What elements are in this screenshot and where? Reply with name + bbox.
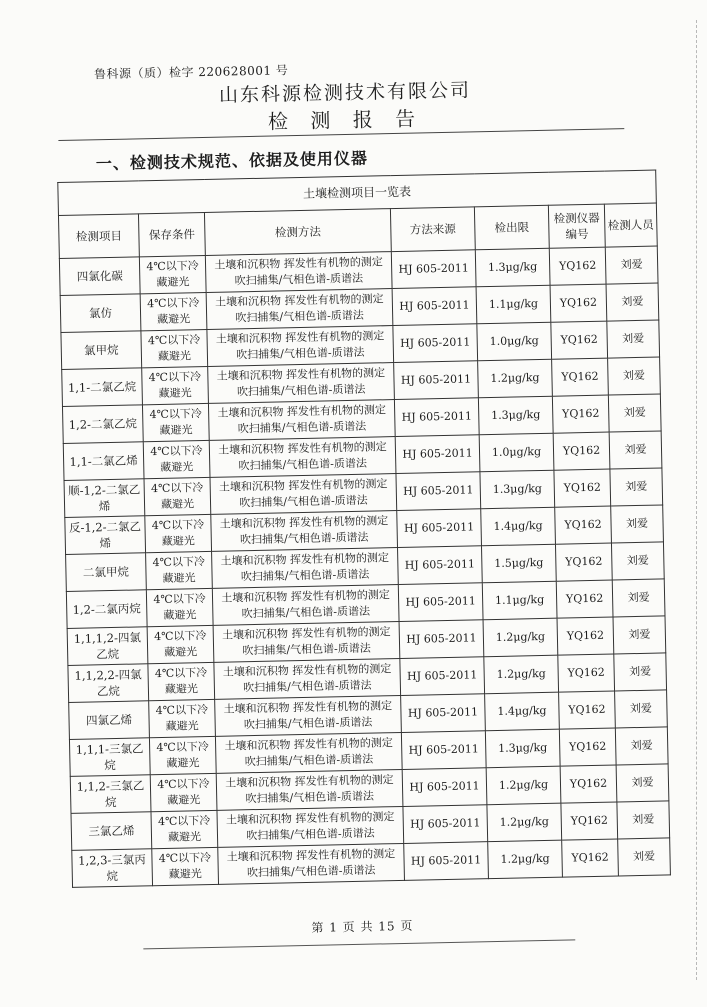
method-source-cell: HJ 605-2011: [398, 583, 483, 622]
storage-condition-cell: 4℃以下冷藏避光: [141, 329, 208, 367]
detection-limit-cell: 1.0μg/kg: [477, 322, 552, 361]
test-method-cell: 土壤和沉积物 挥发性有机物的测定 吹扫捕集/气相色谱-质谱法: [207, 326, 394, 367]
detection-limit-cell: 1.2μg/kg: [487, 803, 562, 842]
analyst-cell: 刘爱: [613, 616, 666, 654]
analyst-cell: 刘爱: [605, 246, 658, 284]
column-header-item: 检测项目: [58, 214, 139, 259]
page-number: 第 1 页 共 15 页: [311, 918, 414, 935]
column-header-instrument: 检测仪器编号: [548, 204, 605, 248]
method-source-cell: HJ 605-2011: [397, 509, 482, 548]
footer-divider: [143, 939, 575, 949]
storage-condition-cell: 4℃以下冷藏避光: [142, 403, 209, 441]
instrument-id-cell: YQ162: [558, 654, 615, 692]
method-source-cell: HJ 605-2011: [402, 768, 487, 807]
detection-limit-cell: 1.2μg/kg: [484, 655, 559, 694]
test-item-cell: 三氯乙烯: [71, 812, 152, 851]
column-header-analyst: 检测人员: [604, 203, 657, 247]
test-method-cell: 土壤和沉积物 挥发性有机物的测定 吹扫捕集/气相色谱-质谱法: [212, 585, 399, 626]
method-source-cell: HJ 605-2011: [400, 657, 485, 696]
instrument-id-cell: YQ162: [550, 284, 607, 322]
instrument-id-cell: YQ162: [562, 839, 619, 877]
method-source-cell: HJ 605-2011: [394, 398, 479, 437]
test-item-cell: 1,1-二氯乙烯: [63, 442, 144, 481]
analyst-cell: 刘爱: [618, 838, 671, 876]
method-source-cell: HJ 605-2011: [396, 472, 481, 511]
storage-condition-cell: 4℃以下冷藏避光: [152, 847, 219, 885]
storage-condition-cell: 4℃以下冷藏避光: [149, 699, 216, 737]
test-method-cell: 土壤和沉积物 挥发性有机物的测定 吹扫捕集/气相色谱-质谱法: [209, 437, 396, 478]
test-item-cell: 1,1,2-三氯乙烷: [70, 775, 151, 814]
storage-condition-cell: 4℃以下冷藏避光: [147, 625, 214, 663]
test-method-cell: 土壤和沉积物 挥发性有机物的测定 吹扫捕集/气相色谱-质谱法: [215, 695, 402, 736]
company-name: 山东科源检测技术有限公司: [218, 79, 472, 107]
method-source-cell: HJ 605-2011: [392, 287, 477, 326]
instrument-id-cell: YQ162: [553, 432, 610, 470]
analyst-cell: 刘爱: [607, 320, 660, 358]
detection-limit-cell: 1.2μg/kg: [483, 618, 558, 657]
instrument-id-cell: YQ162: [552, 358, 609, 396]
detection-limit-cell: 1.2μg/kg: [486, 766, 561, 805]
test-item-cell: 1,2-二氯乙烷: [62, 405, 143, 444]
instrument-id-cell: YQ162: [560, 765, 617, 803]
instrument-id-cell: YQ162: [552, 395, 609, 433]
report-number: 鲁科源（质）检字 220628001 号: [93, 63, 289, 82]
test-item-cell: 二氯甲烷: [66, 553, 147, 592]
test-method-cell: 土壤和沉积物 挥发性有机物的测定 吹扫捕集/气相色谱-质谱法: [206, 289, 393, 330]
storage-condition-cell: 4℃以下冷藏避光: [143, 440, 210, 478]
instrument-id-cell: YQ162: [559, 691, 616, 729]
test-item-cell: 反-1,2-二氯乙烯: [65, 516, 146, 555]
storage-condition-cell: 4℃以下冷藏避光: [148, 662, 215, 700]
storage-condition-cell: 4℃以下冷藏避光: [150, 773, 217, 811]
storage-condition-cell: 4℃以下冷藏避光: [149, 736, 216, 774]
test-item-cell: 四氯化碳: [59, 257, 140, 296]
storage-condition-cell: 4℃以下冷藏避光: [146, 551, 213, 589]
test-item-cell: 1,1,1,2-四氯乙烷: [67, 627, 148, 666]
detection-limit-cell: 1.3μg/kg: [478, 396, 553, 435]
storage-condition-cell: 4℃以下冷藏避光: [139, 255, 206, 293]
test-item-cell: 1,1,2,2-四氯乙烷: [68, 664, 149, 703]
detection-limit-cell: 1.3μg/kg: [475, 248, 550, 287]
instrument-id-cell: YQ162: [557, 617, 614, 655]
report-title: 检 测 报 告: [267, 106, 424, 134]
instrument-id-cell: YQ162: [555, 543, 612, 581]
method-source-cell: HJ 605-2011: [391, 250, 476, 289]
detection-limit-cell: 1.3μg/kg: [485, 729, 560, 768]
column-header-storage: 保存条件: [138, 212, 205, 256]
analyst-cell: 刘爱: [611, 505, 664, 543]
test-method-cell: 土壤和沉积物 挥发性有机物的测定 吹扫捕集/气相色谱-质谱法: [216, 769, 403, 810]
test-item-cell: 1,2-二氯丙烷: [66, 590, 147, 629]
analyst-cell: 刘爱: [612, 579, 665, 617]
method-source-cell: HJ 605-2011: [399, 620, 484, 659]
test-item-cell: 1,2,3-三氯丙烷: [72, 849, 153, 888]
detection-limit-cell: 1.1μg/kg: [482, 581, 557, 620]
detection-limit-cell: 1.4μg/kg: [485, 692, 560, 731]
method-source-cell: HJ 605-2011: [404, 842, 489, 881]
column-header-method: 检测方法: [204, 209, 391, 256]
detection-limit-cell: 1.5μg/kg: [481, 544, 556, 583]
analyst-cell: 刘爱: [615, 690, 668, 728]
test-method-cell: 土壤和沉积物 挥发性有机物的测定 吹扫捕集/气相色谱-质谱法: [214, 658, 401, 699]
storage-condition-cell: 4℃以下冷藏避光: [140, 292, 207, 330]
detection-limit-cell: 1.3μg/kg: [480, 470, 555, 509]
analyst-cell: 刘爱: [617, 801, 670, 839]
storage-condition-cell: 4℃以下冷藏避光: [145, 514, 212, 552]
test-method-cell: 土壤和沉积物 挥发性有机物的测定 吹扫捕集/气相色谱-质谱法: [208, 400, 395, 441]
method-source-cell: HJ 605-2011: [401, 694, 486, 733]
instrument-id-cell: YQ162: [554, 469, 611, 507]
detection-limit-cell: 1.1μg/kg: [476, 285, 551, 324]
detection-limit-cell: 1.0μg/kg: [479, 433, 554, 472]
analyst-cell: 刘爱: [608, 357, 661, 395]
test-method-cell: 土壤和沉积物 挥发性有机物的测定 吹扫捕集/气相色谱-质谱法: [217, 806, 404, 847]
method-source-cell: HJ 605-2011: [394, 361, 479, 400]
analyst-cell: 刘爱: [608, 394, 661, 432]
analyst-cell: 刘爱: [616, 764, 669, 802]
test-item-cell: 1,1,1-三氯乙烷: [69, 738, 150, 777]
method-source-cell: HJ 605-2011: [398, 546, 483, 585]
storage-condition-cell: 4℃以下冷藏避光: [146, 588, 213, 626]
soil-test-items-table: [57, 170, 671, 888]
detection-limit-cell: 1.2μg/kg: [488, 840, 563, 879]
storage-condition-cell: 4℃以下冷藏避光: [142, 366, 209, 404]
instrument-id-cell: YQ162: [551, 321, 608, 359]
test-method-cell: 土壤和沉积物 挥发性有机物的测定 吹扫捕集/气相色谱-质谱法: [215, 732, 402, 773]
instrument-id-cell: YQ162: [555, 506, 612, 544]
test-method-cell: 土壤和沉积物 挥发性有机物的测定 吹扫捕集/气相色谱-质谱法: [213, 621, 400, 662]
detection-limit-cell: 1.4μg/kg: [481, 507, 556, 546]
table-caption: 土壤检测项目一览表: [58, 170, 657, 216]
test-item-cell: 顺-1,2-二氯乙烯: [64, 479, 145, 518]
storage-condition-cell: 4℃以下冷藏避光: [151, 810, 218, 848]
section-heading: 一、检测技术规范、依据及使用仪器: [95, 148, 369, 174]
method-source-cell: HJ 605-2011: [393, 324, 478, 363]
test-item-cell: 1,1-二氯乙烷: [62, 368, 143, 407]
test-method-cell: 土壤和沉积物 挥发性有机物的测定 吹扫捕集/气相色谱-质谱法: [218, 843, 405, 884]
method-source-cell: HJ 605-2011: [401, 731, 486, 770]
instrument-id-cell: YQ162: [561, 802, 618, 840]
method-source-cell: HJ 605-2011: [395, 435, 480, 474]
test-method-cell: 土壤和沉积物 挥发性有机物的测定 吹扫捕集/气相色谱-质谱法: [210, 474, 397, 515]
column-header-limit: 检出限: [474, 205, 549, 250]
test-item-cell: 四氯乙烯: [69, 701, 150, 740]
analyst-cell: 刘爱: [610, 468, 663, 506]
instrument-id-cell: YQ162: [549, 247, 606, 285]
test-method-cell: 土壤和沉积物 挥发性有机物的测定 吹扫捕集/气相色谱-质谱法: [208, 363, 395, 404]
analyst-cell: 刘爱: [615, 727, 668, 765]
detection-limit-cell: 1.2μg/kg: [478, 359, 553, 398]
storage-condition-cell: 4℃以下冷藏避光: [144, 477, 211, 515]
column-header-source: 方法来源: [390, 207, 475, 252]
analyst-cell: 刘爱: [609, 431, 662, 469]
analyst-cell: 刘爱: [614, 653, 667, 691]
test-item-cell: 氯仿: [60, 294, 141, 333]
test-method-cell: 土壤和沉积物 挥发性有机物的测定 吹扫捕集/气相色谱-质谱法: [212, 548, 399, 589]
analyst-cell: 刘爱: [611, 542, 664, 580]
test-item-cell: 氯甲烷: [61, 331, 142, 370]
instrument-id-cell: YQ162: [559, 728, 616, 766]
test-method-cell: 土壤和沉积物 挥发性有机物的测定 吹扫捕集/气相色谱-质谱法: [211, 511, 398, 552]
test-method-cell: 土壤和沉积物 挥发性有机物的测定 吹扫捕集/气相色谱-质谱法: [205, 252, 392, 293]
instrument-id-cell: YQ162: [556, 580, 613, 618]
analyst-cell: 刘爱: [606, 283, 659, 321]
method-source-cell: HJ 605-2011: [403, 805, 488, 844]
